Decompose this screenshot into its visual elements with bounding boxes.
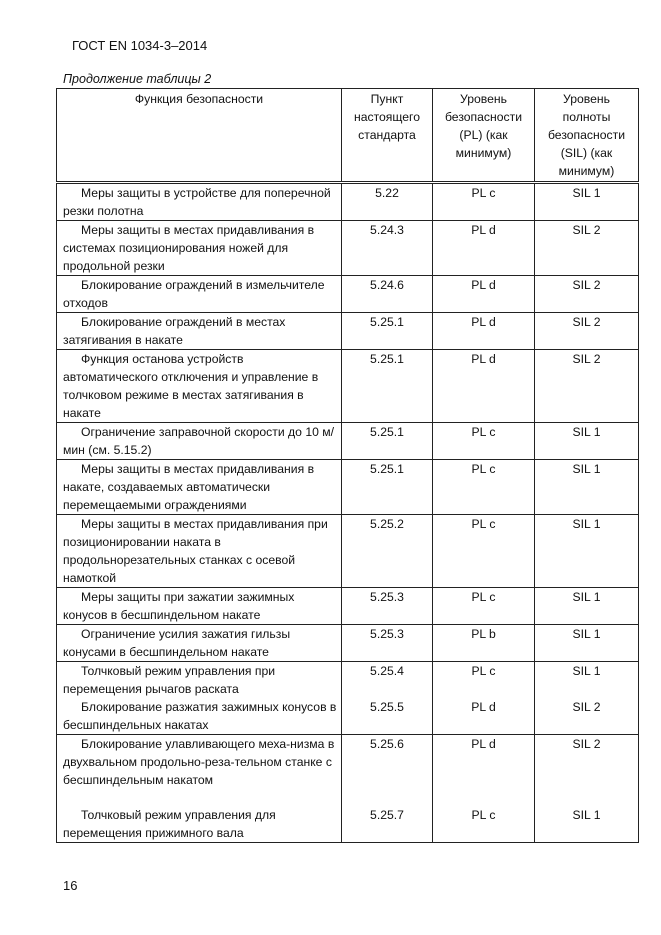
pl-cell: PL c	[433, 515, 535, 588]
function-cell	[57, 515, 342, 588]
function-cell	[57, 625, 342, 662]
clause-cell: 5.24.6	[342, 276, 433, 313]
sil-cell: SIL 1	[535, 423, 639, 460]
function-text: Меры защиты в местах придавливания в системах позиционирования ножей для продольной резки	[63, 223, 315, 273]
function-text: Меры защиты в местах придавливания при позиционировании наката в продольнорезательных станках с осевой намоткой	[63, 517, 328, 585]
clause-cell: 5.25.3	[342, 588, 433, 625]
clause-cell: 5.25.1	[342, 423, 433, 460]
column-header-pl: Уровень безопасности (PL) (как минимум)	[433, 89, 535, 183]
table-header-row	[57, 89, 639, 183]
clause-cell: 5.24.3	[342, 221, 433, 276]
safety-functions-table	[56, 88, 639, 843]
function-text: Толчковый режим управления для перемещения прижимного вала	[63, 807, 276, 840]
pl-cell: PL b	[433, 625, 535, 662]
pl-cell: PL d	[433, 735, 535, 806]
table-row	[57, 313, 639, 350]
table-row	[57, 625, 639, 662]
table-row	[57, 806, 639, 843]
document-header: ГОСТ EN 1034-3–2014	[72, 38, 208, 53]
pl-cell: PL c	[433, 806, 535, 843]
table-row	[57, 588, 639, 625]
pl-cell: PL d	[433, 276, 535, 313]
pl-cell: PL d	[433, 313, 535, 350]
pl-cell: PL c	[433, 183, 535, 221]
function-cell	[57, 221, 342, 276]
table-row	[57, 735, 639, 806]
table-caption: Продолжение таблицы 2	[63, 72, 212, 86]
page-number: 16	[63, 878, 78, 893]
sil-cell: SIL 2	[535, 698, 639, 735]
sil-cell: SIL 1	[535, 806, 639, 843]
clause-cell: 5.25.7	[342, 806, 433, 843]
clause-cell: 5.25.5	[342, 698, 433, 735]
table-row	[57, 698, 639, 735]
pl-cell: PL d	[433, 698, 535, 735]
function-cell	[57, 423, 342, 460]
column-header-sil: Уровень полноты безопасности (SIL) (как минимум)	[535, 89, 639, 183]
table-row	[57, 423, 639, 460]
clause-cell: 5.25.4	[342, 662, 433, 699]
clause-cell: 5.22	[342, 183, 433, 221]
table-body	[57, 183, 639, 843]
function-text: Блокирование ограждений в местах затягивания в накате	[63, 315, 286, 347]
function-text: Меры защиты в устройстве для поперечной резки полотна	[63, 186, 331, 218]
pl-cell: PL c	[433, 588, 535, 625]
function-text: Блокирование ограждений в измельчителе отходов	[63, 278, 325, 310]
function-text: Блокирование улавливающего меха-низма в двухвальном продольно-реза-тельном станке с бесшпиндельным накатом	[63, 737, 335, 787]
table-row	[57, 460, 639, 515]
function-text: Толчковый режим управления при перемещения рычагов раската	[63, 664, 276, 696]
sil-cell: SIL 1	[535, 183, 639, 221]
function-text: Ограничение заправочной скорости до 10 м/мин (см. 5.15.2)	[63, 425, 335, 457]
sil-cell: SIL 2	[535, 313, 639, 350]
function-cell	[57, 698, 342, 735]
sil-cell: SIL 2	[535, 276, 639, 313]
table-row	[57, 183, 639, 221]
sil-cell: SIL 2	[535, 350, 639, 423]
sil-cell: SIL 1	[535, 588, 639, 625]
pl-cell: PL c	[433, 460, 535, 515]
column-header-clause: Пункт настоящего стандарта	[342, 89, 433, 183]
pl-cell: PL d	[433, 350, 535, 423]
table-row	[57, 276, 639, 313]
table-row	[57, 515, 639, 588]
sil-cell: SIL 1	[535, 460, 639, 515]
table-row	[57, 350, 639, 423]
table-row	[57, 662, 639, 699]
clause-cell: 5.25.1	[342, 350, 433, 423]
clause-cell: 5.25.6	[342, 735, 433, 806]
sil-cell: SIL 2	[535, 221, 639, 276]
pl-cell: PL c	[433, 662, 535, 699]
function-cell	[57, 735, 342, 806]
clause-cell: 5.25.1	[342, 460, 433, 515]
function-text: Функция останова устройств автоматического отключения и управление в толчковом режиме в местах затягивания в накате	[63, 352, 319, 420]
function-cell	[57, 460, 342, 515]
pl-cell: PL c	[433, 423, 535, 460]
function-cell	[57, 662, 342, 699]
function-text: Меры защиты при зажатии зажимных конусов в бесшпиндельном накате	[63, 590, 295, 622]
function-cell	[57, 806, 342, 843]
function-cell	[57, 350, 342, 423]
pl-cell: PL d	[433, 221, 535, 276]
sil-cell: SIL 1	[535, 662, 639, 699]
clause-cell: 5.25.2	[342, 515, 433, 588]
function-cell	[57, 588, 342, 625]
sil-cell: SIL 2	[535, 735, 639, 806]
function-cell	[57, 313, 342, 350]
function-cell	[57, 276, 342, 313]
clause-cell: 5.25.3	[342, 625, 433, 662]
sil-cell: SIL 1	[535, 515, 639, 588]
function-cell	[57, 183, 342, 221]
table-row	[57, 221, 639, 276]
clause-cell: 5.25.1	[342, 313, 433, 350]
column-header-function: Функция безопасности	[57, 89, 342, 183]
function-text: Ограничение усилия зажатия гильзы конусами в бесшпиндельном накате	[63, 627, 291, 659]
sil-cell: SIL 1	[535, 625, 639, 662]
function-text: Блокирование разжатия зажимных конусов в бесшпиндельных накатах	[63, 700, 337, 732]
function-text: Меры защиты в местах придавливания в накате, создаваемых автоматически перемещаемыми ограждениями	[63, 462, 315, 512]
